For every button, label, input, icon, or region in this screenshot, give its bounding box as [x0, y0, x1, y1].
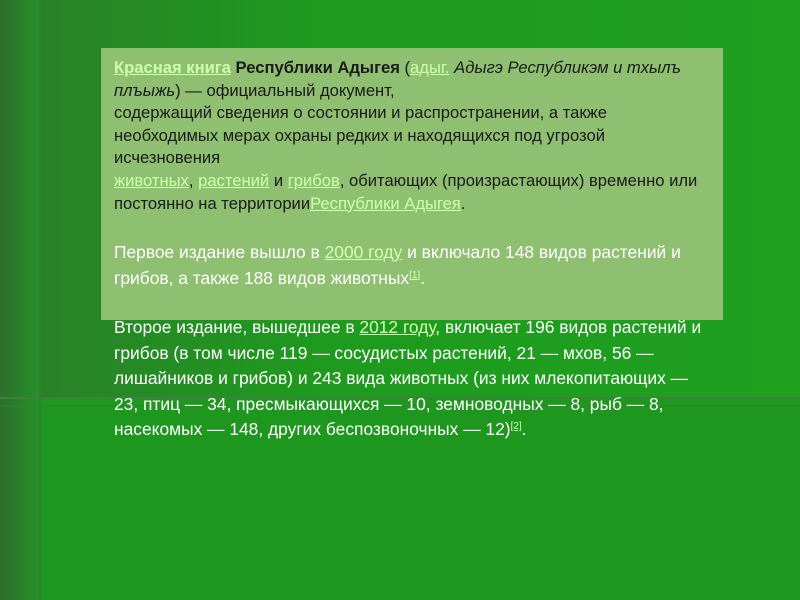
paragraph-first-edition: [114, 240, 714, 291]
ref-1-sup: [409, 270, 420, 281]
end-period-2: .: [420, 267, 426, 288]
end-period-3: .: [521, 419, 527, 440]
link-animals[interactable]: животных: [114, 170, 189, 190]
after-name: ) — официальный документ,: [175, 80, 395, 100]
link-plants[interactable]: растений: [198, 170, 270, 190]
paragraph-second-edition: [114, 315, 714, 443]
link-year-2012[interactable]: 2012 году: [359, 317, 436, 338]
open-paren: (: [399, 58, 411, 77]
link-adyg[interactable]: адыг.: [410, 58, 450, 77]
second-edition-text-before: Второе издание, вышедшее в: [114, 317, 360, 338]
and-word: и: [269, 170, 288, 190]
link-red-book[interactable]: Красная книга: [114, 58, 231, 77]
link-fungi[interactable]: грибов: [287, 170, 340, 190]
comma-1: ,: [188, 170, 199, 190]
ref-link-1[interactable]: [1]: [409, 269, 421, 281]
slide-content: [114, 57, 714, 443]
first-edition-text-after: и включало 148 видов растений и грибов, а также 188 видов животных: [114, 242, 681, 288]
end-period-1: .: [460, 193, 466, 213]
content-text: содержащий сведения о состоянии и распространении, а также необходимых мерах охраны редких и находящихся под угрозой исчезновения: [114, 103, 607, 168]
paragraph-red-book: [114, 57, 714, 215]
adyg-name: Адыгэ Республикэм и тхылъ плъыжь: [114, 58, 681, 100]
ref-link-2[interactable]: [2]: [510, 421, 522, 433]
second-edition-text-after: , включает 196 видов растений и грибов (в том числе 119 — сосудистых растений, 21 — мхов, 56 — лишайников и грибов) и 243 вида животных (из них млекопитающих — 23, птиц — 34, пресмыкающихся — 10, земноводных — 8, рыб — 8, насекомых — 148, других беспозвоночных — 12): [114, 317, 702, 440]
first-edition-text-before: Первое издание вышло в: [114, 242, 325, 263]
title-rest: Республики Адыгея: [230, 58, 400, 77]
link-republic[interactable]: Республики Адыгея: [310, 193, 461, 213]
after-fungi: , обитающих (произрастающих) временно или постоянно на территории: [114, 170, 698, 213]
link-year-2000[interactable]: 2000 году: [324, 242, 403, 263]
ref-2-sup: [511, 421, 522, 432]
